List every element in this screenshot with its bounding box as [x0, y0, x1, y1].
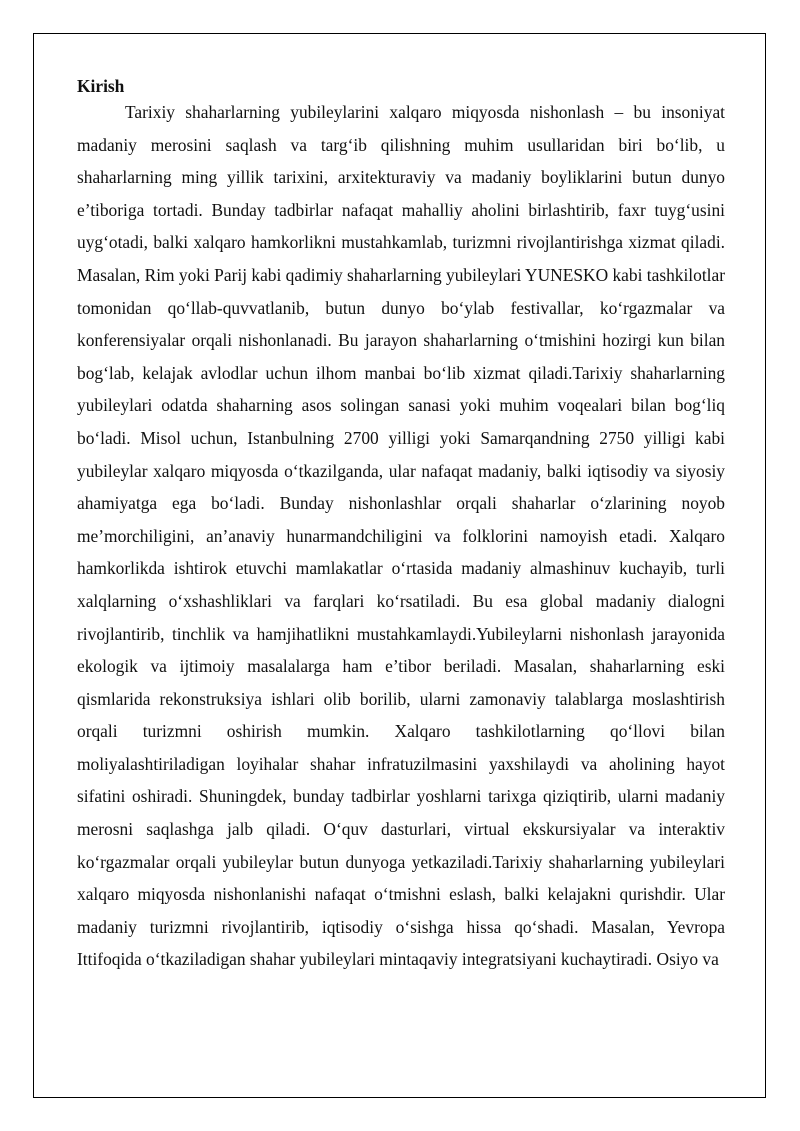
section-heading: Kirish — [77, 76, 125, 96]
document-page — [33, 33, 766, 1098]
page-content — [77, 76, 725, 976]
body-paragraph: Tarixiy shaharlarning yubileylarini xalqaro miqyosda nishonlash – bu insoniyat madaniy merosini saqlash va targ‘ib qilishning muhim usullaridan biri bo‘lib, u shaharlarning ming yillik tarixini, arxitekturaviy va madaniy boyliklarini butun dunyo e’tiboriga tortadi. Bunday tadbirlar nafaqat mahalliy aholini birlashtirib, faxr tuyg‘usini uyg‘otadi, balki xalqaro hamkorlikni mustahkamlab, turizmni rivojlantirishga xizmat qiladi. Masalan, Rim yoki Parij kabi qadimiy shaharlarning yubileylari YUNESKO kabi tashkilotlar tomonidan qo‘llab-quvvatlanib, butun dunyo bo‘ylab festivallar, ko‘rgazmalar va konferensiyalar orqali nishonlanadi. Bu jarayon shaharlarning o‘tmishini hozirgi kun bilan bog‘lab, kelajak avlodlar uchun ilhom manbai bo‘lib xizmat qiladi.Tarixiy shaharlarning yubileylari odatda shaharning asos solingan sanasi yoki muhim voqealari bilan bog‘liq bo‘ladi. Misol uchun, Istanbulning 2700 yilligi yoki Samarqandning 2750 yilligi kabi yubileylar xalqaro miqyosda o‘tkazilganda, ular nafaqat madaniy, balki iqtisodiy va siyosiy ahamiyatga ega bo‘ladi. Bunday nishonlashlar orqali shaharlar o‘zlarining noyob me’morchiligini, an’anaviy hunarmandchiligini va folklorini namoyish etadi. Xalqaro hamkorlikda ishtirok etuvchi mamlakatlar o‘rtasida madaniy almashinuv kuchayib, turli xalqlarning o‘xshashliklari va farqlari ko‘rsatiladi. Bu esa global madaniy dialogni rivojlantirib, tinchlik va hamjihatlikni mustahkamlaydi.Yubileylarni nishonlash jarayonida ekologik va ijtimoiy masalalarga ham e’tibor beriladi. Masalan, shaharlarning eski qismlarida rekonstruksiya ishlari olib borilib, ularni zamonaviy talablarga moslashtirish orqali turizmni oshirish mumkin. Xalqaro tashkilotlarning qo‘llovi bilan moliyalashtiriladigan loyihalar shahar infratuzilmasini yaxshilaydi va aholining hayot sifatini oshiradi. Shuningdek, bunday tadbirlar yoshlarni tarixga qiziqtirib, ularni madaniy merosni saqlashga jalb qiladi. O‘quv dasturlari, virtual ekskursiyalar va interaktiv ko‘rgazmalar orqali yubileylar butun dunyoga yetkaziladi.Tarixiy shaharlarning yubileylari xalqaro miqyosda nishonlanishi nafaqat o‘tmishni eslash, balki kelajakni qurishdir. Ular madaniy turizmni rivojlantirib, iqtisodiy o‘sishga hissa qo‘shadi. Masalan, Yevropa Ittifoqida o‘tkaziladigan shahar yubileylari mintaqaviy integratsiyani kuchaytiradi. Osiyo va — [77, 102, 726, 970]
